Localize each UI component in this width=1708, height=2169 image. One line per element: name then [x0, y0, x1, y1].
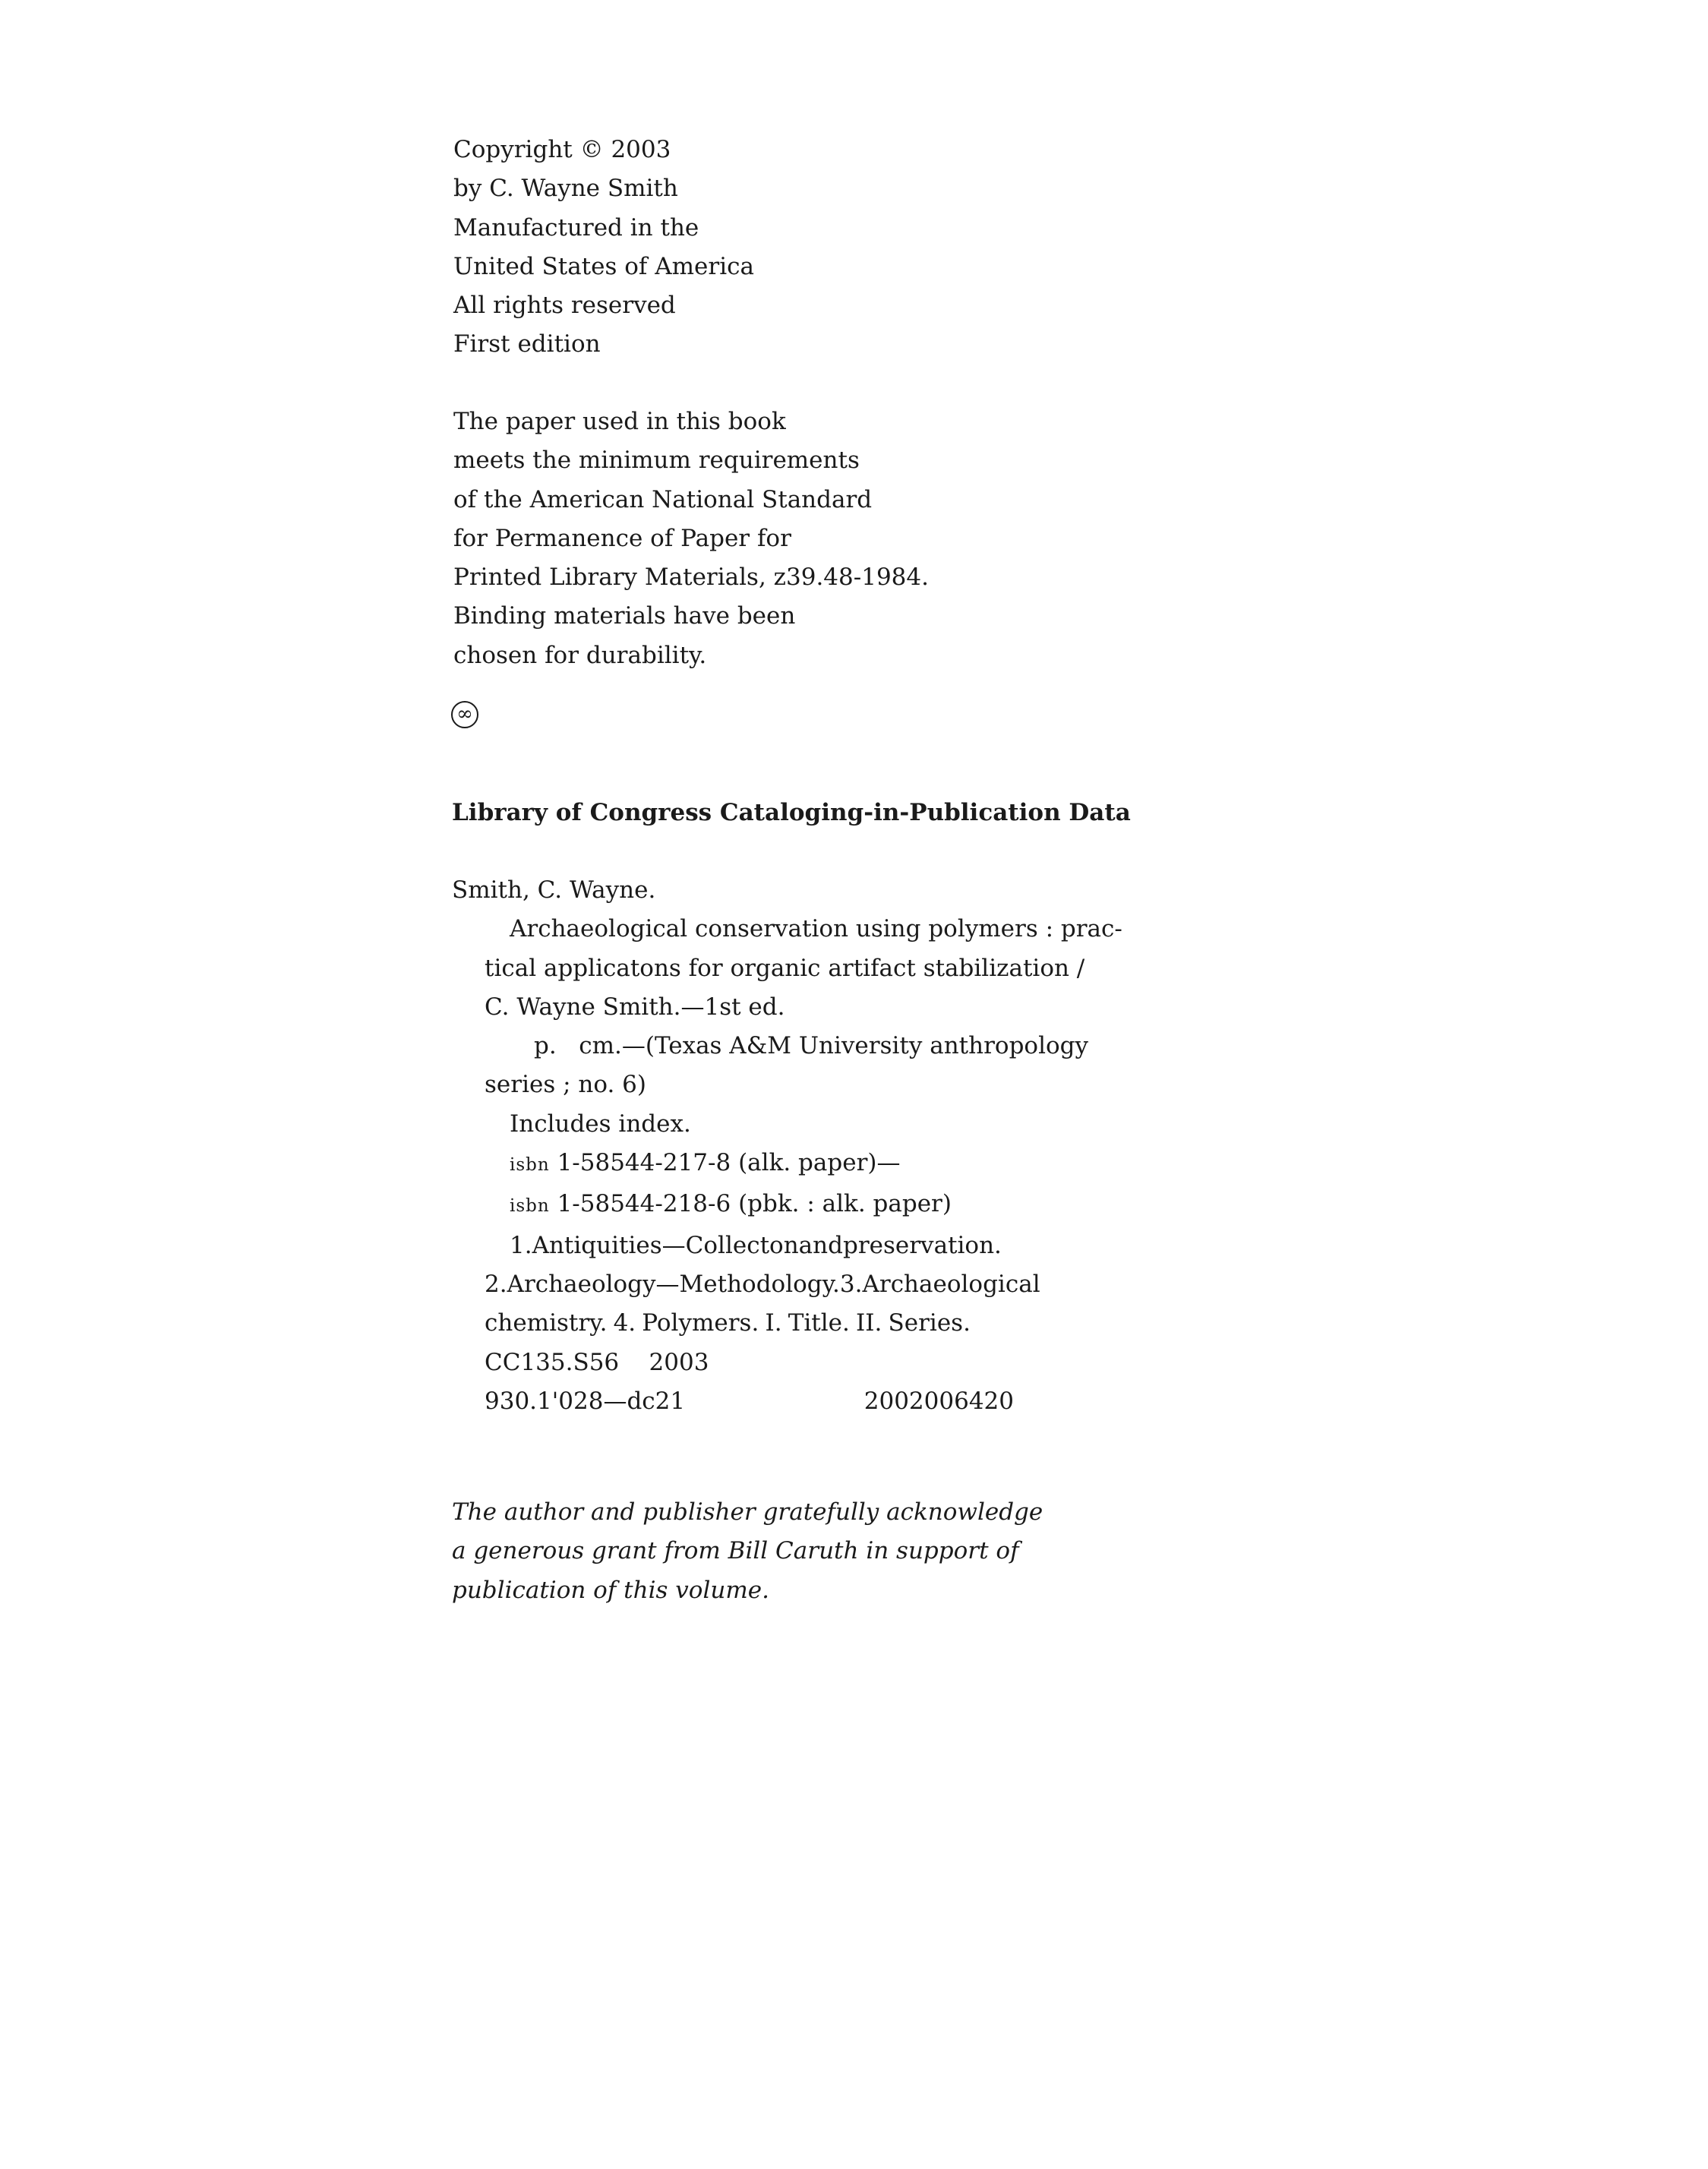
cip-author: Smith, C. Wayne.	[452, 876, 656, 904]
cip-subjects-line	[510, 1227, 1002, 1265]
cip-record	[452, 871, 1122, 1421]
copyright-line: Copyright © 2003	[453, 136, 671, 163]
subject-part: II.	[856, 1309, 882, 1337]
subject-part: Antiquities—Collecton	[532, 1231, 799, 1259]
copyright-line: by C. Wayne Smith	[453, 175, 678, 203]
subject-part: Polymers.	[642, 1309, 759, 1337]
paper-note-line: chosen for durability.	[453, 641, 707, 669]
paper-note-line: The paper used in this book	[453, 408, 786, 435]
copyright-notice	[453, 131, 754, 365]
paper-permanence-note	[453, 403, 929, 675]
cip-lc-call-number: CC135.S56 2003	[485, 1348, 709, 1376]
cip-subjects-line	[485, 1304, 971, 1343]
paper-note-line: Printed Library Materials, z39.48-1984.	[453, 564, 929, 592]
cip-heading: Library of Congress Cataloging-in-Publication Data	[452, 799, 1131, 826]
cip-series-line: series ; no. 6)	[485, 1071, 647, 1099]
cip-title-line: Archaeological conservation using polymers : prac-	[510, 915, 1122, 943]
subject-part: Title.	[788, 1309, 850, 1337]
subject-part: preservation.	[842, 1231, 1002, 1259]
paper-note-line: meets the minimum requirements	[453, 447, 860, 475]
subject-part: Archaeological	[862, 1270, 1040, 1298]
cip-isbn-line	[452, 1144, 1014, 1185]
cip-lccn: 2002006420	[863, 1387, 1014, 1415]
isbn-label: isbn	[510, 1196, 550, 1217]
cip-classification-line	[485, 1382, 1014, 1421]
paper-note-line: Binding materials have been	[453, 602, 796, 630]
subject-part: 2.	[485, 1270, 507, 1298]
copyright-line: All rights reserved	[453, 292, 676, 320]
subject-part: Archaeology—Methodology.	[507, 1270, 840, 1298]
paper-note-line: for Permanence of Paper for	[453, 524, 791, 552]
cip-series-line: p. cm.—(Texas A&M University anthropology	[534, 1032, 1089, 1060]
isbn-value: 1-58544-217-8 (alk. paper)—	[557, 1149, 901, 1177]
subject-part: 1.	[510, 1231, 532, 1259]
acknowledgment-line: publication of this volume.	[452, 1576, 769, 1604]
cip-subjects-line	[485, 1265, 1040, 1304]
isbn-value: 1-58544-218-6 (pbk. : alk. paper)	[557, 1190, 952, 1218]
isbn-label: isbn	[510, 1155, 550, 1176]
acknowledgment-line: The author and publisher gratefully acknowledge	[452, 1498, 1043, 1526]
subject-part: chemistry.	[485, 1309, 608, 1337]
subject-part: I.	[765, 1309, 782, 1337]
subject-part: and	[798, 1231, 843, 1259]
infinity-permanence-icon: ∞	[451, 701, 478, 728]
cip-dewey-number: 930.1'028—dc21	[485, 1387, 686, 1415]
subject-part: 3.	[839, 1270, 863, 1298]
cip-isbn-line	[452, 1185, 1014, 1226]
acknowledgment	[452, 1493, 1043, 1610]
cip-title-line: tical applicatons for organic artifact stabilization /	[485, 954, 1085, 982]
cip-title-line: C. Wayne Smith.—1st ed.	[485, 993, 785, 1021]
copyright-line: United States of America	[453, 252, 754, 280]
subject-part: 4.	[613, 1309, 636, 1337]
cip-includes-index: Includes index.	[510, 1110, 691, 1138]
copyright-line: Manufactured in the	[453, 213, 699, 242]
acknowledgment-line: a generous grant from Bill Caruth in support of	[452, 1537, 1019, 1565]
subject-part: Series.	[888, 1309, 971, 1337]
paper-note-line: of the American National Standard	[453, 485, 873, 513]
copyright-line: First edition	[453, 330, 601, 358]
